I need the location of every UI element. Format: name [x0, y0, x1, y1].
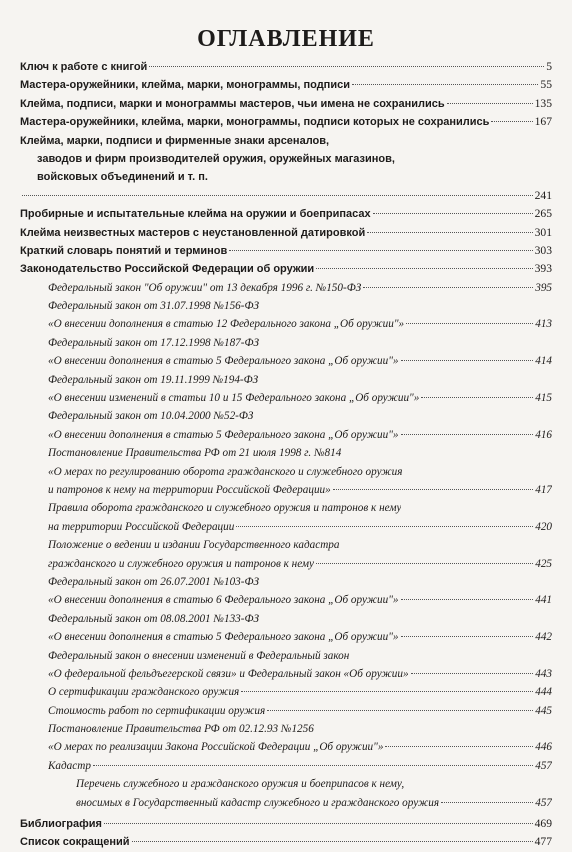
toc-entry-title: Федеральный закон от 17.12.1998 №187-ФЗ — [48, 336, 260, 349]
toc-entry-title: Федеральный закон от 10.04.2000 №52-ФЗ — [48, 410, 254, 423]
toc-entry-title: Правила оборота гражданского и служебного оружия и патронов к нему — [48, 502, 402, 515]
toc-entry — [20, 150, 552, 168]
dot-leader — [333, 489, 533, 490]
toc-entry-title: вносимых в Государственный кадастр служебного и гражданского оружия — [76, 796, 440, 809]
toc-entry-title: Мастера-оружейники, клейма, марки, монограммы, подписи — [20, 79, 350, 92]
toc-entry — [20, 647, 552, 665]
dot-leader — [401, 360, 534, 361]
toc-entry-page: 416 — [535, 428, 552, 441]
toc-entry — [20, 775, 552, 793]
toc-entry-title: Ключ к работе с книгой — [20, 61, 148, 73]
toc-entry — [20, 757, 552, 775]
toc-entry-title: Положение о ведении и издании Государственного кадастра — [48, 539, 340, 552]
toc-entry-title: «О внесении дополнения в статью 6 Федерального закона „Об оружии"» — [48, 594, 399, 607]
toc-entry — [20, 665, 552, 683]
toc-entry-page: 420 — [535, 520, 552, 533]
toc-entry-title: гражданского и служебного оружия и патронов к нему — [48, 557, 314, 570]
toc-entry — [20, 352, 552, 370]
toc-entry-page: 414 — [535, 355, 552, 368]
toc-entry — [20, 426, 552, 444]
toc-entry — [20, 444, 552, 462]
toc-entry-page: 444 — [535, 686, 552, 699]
toc-entry-title: Пробирные и испытательные клейма на оружии и боеприпасах — [20, 208, 371, 221]
toc-entry — [20, 794, 552, 812]
toc-entry — [20, 242, 552, 260]
table-of-contents — [20, 58, 552, 852]
toc-entry — [20, 536, 552, 554]
toc-entry-page: 167 — [534, 115, 552, 129]
toc-entry-title: Федеральный закон от 19.11.1999 №194-ФЗ — [48, 373, 259, 386]
toc-entry — [20, 555, 552, 573]
toc-entry-title: Клейма, подписи, марки и монограммы мастеров, чьи имена не сохранились — [20, 97, 445, 110]
dot-leader — [241, 691, 533, 692]
toc-entry-title: Перечень служебного и гражданского оружия и боеприпасов к нему, — [76, 778, 405, 791]
toc-entry — [20, 499, 552, 517]
toc-entry-title: Краткий словарь понятий и терминов — [20, 244, 228, 257]
toc-entry — [20, 628, 552, 646]
toc-entry-page: 469 — [534, 817, 552, 831]
toc-entry-title: Библиография — [20, 818, 102, 831]
toc-entry-title: Законодательство Российской Федерации об оружии — [20, 263, 315, 276]
toc-entry — [20, 224, 552, 242]
toc-entry-page: 5 — [546, 60, 552, 73]
toc-entry — [20, 371, 552, 389]
toc-entry — [20, 334, 552, 352]
dot-leader — [229, 250, 532, 251]
toc-entry-page: 415 — [535, 392, 552, 405]
dot-leader — [93, 765, 533, 766]
toc-entry-page: 303 — [534, 243, 552, 257]
toc-entry — [20, 95, 552, 113]
toc-entry-title: Федеральный закон от 08.08.2001 №133-ФЗ — [48, 612, 260, 625]
toc-entry-title: «О мерах по реализации Закона Российской Федерации „Об оружии"» — [48, 741, 384, 754]
dot-leader — [267, 710, 533, 711]
dot-leader — [104, 823, 533, 824]
toc-entry — [20, 407, 552, 425]
toc-entry — [20, 168, 552, 186]
toc-entry — [20, 389, 552, 407]
toc-entry-page: 395 — [535, 281, 552, 294]
toc-entry-title: «О федеральной фельдъегерской связи» и Федеральный закон «Об оружии» — [48, 667, 409, 680]
toc-entry-title: войсковых объединений и т. п. — [37, 171, 208, 184]
dot-leader — [316, 268, 532, 269]
toc-entry — [20, 205, 552, 223]
toc-entry — [20, 481, 552, 499]
dot-leader — [373, 213, 533, 214]
toc-entry — [20, 720, 552, 738]
toc-entry — [20, 683, 552, 701]
toc-entry-page: 457 — [535, 759, 552, 772]
toc-entry-page: 393 — [534, 262, 552, 276]
toc-entry-page: 135 — [534, 96, 552, 110]
dot-leader — [411, 673, 534, 674]
toc-entry-page: 457 — [535, 796, 552, 809]
toc-entry-title: «О мерах по регулированию оборота гражданского и служебного оружия — [48, 465, 403, 478]
toc-entry-title: и патронов к нему на территории Российской Федерации» — [48, 483, 331, 496]
toc-entry-page: 241 — [534, 188, 552, 202]
dot-leader — [401, 599, 534, 600]
toc-entry-title: Кадастр — [48, 759, 91, 772]
toc-entry-title: Федеральный закон о внесении изменений в Федеральный закон — [48, 649, 350, 662]
toc-entry-title: «О внесении изменений в статьи 10 и 15 Федерального закона „Об оружии"» — [48, 392, 420, 405]
toc-entry-title: Клейма, марки, подписи и фирменные знаки арсеналов, — [20, 134, 330, 147]
toc-entry-page: 55 — [540, 78, 552, 92]
toc-entry — [20, 738, 552, 756]
toc-entry — [20, 463, 552, 481]
toc-entry — [20, 132, 552, 150]
dot-leader — [352, 84, 538, 85]
toc-entry — [20, 573, 552, 591]
dot-leader — [316, 563, 533, 564]
toc-entry-title: Стоимость работ по сертификации оружия — [48, 704, 266, 717]
toc-entry-page: 301 — [534, 225, 552, 239]
dot-leader — [385, 746, 533, 747]
toc-entry — [20, 76, 552, 94]
toc-entry — [20, 187, 552, 205]
toc-entry-title: Постановление Правительства РФ от 02.12.93 №1256 — [48, 723, 314, 736]
dot-leader — [406, 323, 533, 324]
toc-entry-title: «О внесении дополнения в статью 5 Федерального закона „Об оружии"» — [48, 428, 399, 441]
dot-leader — [149, 66, 544, 67]
toc-entry-page: 413 — [535, 318, 552, 331]
page-title: ОГЛАВЛЕНИЕ — [197, 26, 375, 52]
dot-leader — [491, 121, 532, 122]
toc-entry-title: Федеральный закон от 26.07.2001 №103-ФЗ — [48, 575, 260, 588]
toc-entry-page: 443 — [535, 667, 552, 680]
toc-entry-title: Список сокращений — [20, 836, 130, 849]
toc-entry-page: 265 — [534, 207, 552, 221]
toc-entry-title: О сертификации гражданского оружия — [48, 686, 240, 699]
dot-leader — [401, 636, 534, 637]
toc-entry-page: 477 — [534, 835, 552, 849]
dot-leader — [22, 195, 533, 196]
toc-entry-title: заводов и фирм производителей оружия, оружейных магазинов, — [37, 152, 395, 165]
dot-leader — [367, 232, 532, 233]
toc-entry — [20, 279, 552, 297]
toc-entry-page: 442 — [535, 631, 552, 644]
dot-leader — [441, 802, 533, 803]
toc-entry-title: Мастера-оружейники, клейма, марки, монограммы, подписи которых не сохранились — [20, 116, 490, 129]
toc-entry-page: 445 — [535, 704, 552, 717]
toc-entry — [20, 58, 552, 76]
toc-entry-title: на территории Российской Федерации — [48, 520, 235, 533]
dot-leader — [447, 103, 533, 104]
toc-entry-title: Постановление Правительства РФ от 21 июля 1998 г. №814 — [48, 447, 342, 460]
toc-entry-page: 425 — [535, 557, 552, 570]
toc-entry-title: Федеральный закон от 31.07.1998 №156-ФЗ — [48, 300, 260, 313]
dot-leader — [236, 526, 533, 527]
toc-entry-title: Клейма неизвестных мастеров с неустановленной датировкой — [20, 226, 366, 239]
toc-entry — [20, 610, 552, 628]
toc-entry-title: «О внесении дополнения в статью 5 Федерального закона „Об оружии"» — [48, 355, 399, 368]
toc-entry — [20, 315, 552, 333]
toc-entry — [20, 702, 552, 720]
toc-entry — [20, 833, 552, 851]
dot-leader — [363, 287, 533, 288]
toc-entry-title: «О внесении дополнения в статью 12 Федерального закона „Об оружии"» — [48, 318, 405, 331]
toc-entry — [20, 815, 552, 833]
toc-entry — [20, 518, 552, 536]
toc-entry-page: 417 — [535, 483, 552, 496]
toc-entry — [20, 591, 552, 609]
toc-entry-title: «О внесении дополнения в статью 5 Федерального закона „Об оружии"» — [48, 631, 399, 644]
toc-entry-title: Федеральный закон "Об оружии" от 13 декабря 1996 г. №150-ФЗ — [48, 281, 362, 294]
toc-entry — [20, 297, 552, 315]
toc-entry-page: 446 — [535, 741, 552, 754]
dot-leader — [421, 397, 533, 398]
toc-entry-page: 441 — [535, 594, 552, 607]
toc-entry — [20, 260, 552, 278]
toc-entry — [20, 113, 552, 131]
dot-leader — [132, 841, 533, 842]
dot-leader — [401, 434, 534, 435]
